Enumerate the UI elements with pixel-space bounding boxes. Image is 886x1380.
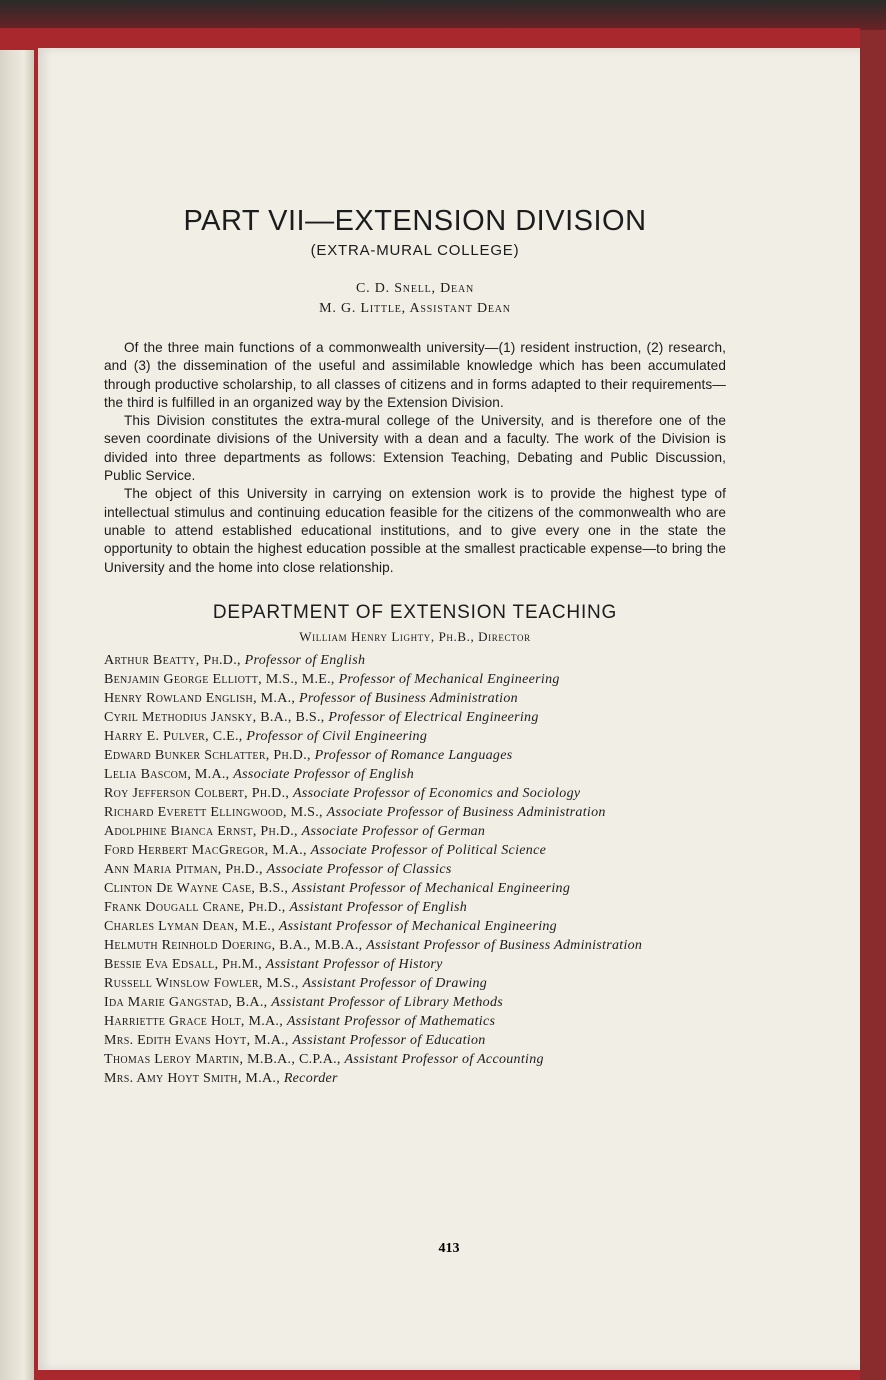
faculty-entry [104,727,726,746]
division-paragraph: This Division constitutes the extra-mural college of the University, and is therefore one of the seven coordinate divisions of the University with a dean and a faculty. The work of the Division is divided into three departments as follows: Extension Teaching, Debating and Public Discussion, Public Service. [104,413,726,484]
page-content [104,204,726,1088]
faculty-entry [104,670,726,689]
faculty-entry [104,1050,726,1069]
faculty-title: Associate Professor of German [301,823,486,839]
faculty-entry [104,974,726,993]
faculty-name: Henry Rowland English, M.A., [104,690,296,706]
faculty-name: Arthur Beatty, Ph.D., [104,652,241,668]
faculty-name: Clinton De Wayne Case, B.S., [104,880,289,896]
faculty-entry [104,936,726,955]
faculty-name: Mrs. Edith Evans Hoyt, M.A., [104,1032,289,1048]
faculty-title: Assistant Professor of Accounting [344,1051,544,1067]
faculty-name: Lelia Bascom, M.A., [104,766,230,782]
faculty-title: Assistant Professor of English [289,899,468,915]
page-title: PART VII—EXTENSION DIVISION [183,205,647,237]
page-subtitle: (EXTRA-MURAL COLLEGE) [310,242,520,259]
faculty-entry [104,784,726,803]
faculty-title: Professor of English [244,652,366,668]
faculty-title: Associate Professor of Business Administration [326,804,606,820]
faculty-entry [104,955,726,974]
faculty-title: Assistant Professor of History [265,956,443,972]
faculty-name: Thomas Leroy Martin, M.B.A., C.P.A., [104,1051,341,1067]
faculty-name: Bessie Eva Edsall, Ph.M., [104,956,262,972]
faculty-name: Frank Dougall Crane, Ph.D., [104,899,286,915]
faculty-entry [104,879,726,898]
faculty-name: Roy Jefferson Colbert, Ph.D., [104,785,290,801]
faculty-name: Harriette Grace Holt, M.A., [104,1013,284,1029]
faculty-list [104,651,726,1088]
faculty-title: Professor of Civil Engineering [246,728,428,744]
dean-line: C. D. Snell, Dean [355,281,475,296]
faculty-entry [104,917,726,936]
faculty-name: Helmuth Reinhold Doering, B.A., M.B.A., [104,937,363,953]
faculty-title: Associate Professor of Economics and Sociology [293,785,581,801]
faculty-entry [104,651,726,670]
page-number: 413 [438,1241,460,1256]
faculty-title: Professor of Business Administration [299,690,518,706]
faculty-entry [104,803,726,822]
faculty-entry [104,689,726,708]
faculty-entry [104,765,726,784]
faculty-name: Charles Lyman Dean, M.E., [104,918,275,934]
faculty-entry [104,993,726,1012]
faculty-entry [104,708,726,727]
faculty-name: Harry E. Pulver, C.E., [104,728,243,744]
director-line: William Henry Lighty, Ph.B., Director [299,628,531,644]
book-page [38,48,860,1370]
faculty-entry [104,860,726,879]
faculty-name: Richard Everett Ellingwood, M.S., [104,804,323,820]
faculty-entry [104,1031,726,1050]
faculty-title: Assistant Professor of Mechanical Engineering [291,880,571,896]
faculty-title: Assistant Professor of Library Methods [271,994,504,1010]
top-shadow [0,0,886,30]
faculty-name: Adolphine Bianca Ernst, Ph.D., [104,823,298,839]
faculty-entry [104,1012,726,1031]
assistant-dean-line: M. G. Little, Assistant Dean [319,301,511,316]
faculty-title: Assistant Professor of Drawing [302,975,488,991]
faculty-name: Cyril Methodius Jansky, B.A., B.S., [104,709,325,725]
faculty-name: Russell Winslow Fowler, M.S., [104,975,299,991]
faculty-title: Recorder [283,1070,338,1086]
faculty-entry [104,898,726,917]
faculty-title: Professor of Electrical Engineering [328,709,539,725]
faculty-name: Ann Maria Pitman, Ph.D., [104,861,263,877]
faculty-name: Benjamin George Elliott, M.S., M.E., [104,671,335,687]
faculty-entry [104,822,726,841]
faculty-name: Ida Marie Gangstad, B.A., [104,994,268,1010]
faculty-title: Assistant Professor of Business Administration [366,937,643,953]
faculty-title: Professor of Romance Languages [314,747,513,763]
faculty-name: Mrs. Amy Hoyt Smith, M.A., [104,1070,280,1086]
faculty-title: Assistant Professor of Mathematics [286,1013,496,1029]
intro-paragraph: Of the three main functions of a commonwealth university—(1) resident instruction, (2) research, and (3) the dissemination of the useful and assimilable knowledge which has been accumulated through productive scholarship, to all classes of citizens and in forms adapted to their requirements—the third is fulfilled in an organized way by the Extension Division. [104,340,726,410]
faculty-name: Ford Herbert MacGregor, M.A., [104,842,307,858]
faculty-title: Associate Professor of English [233,766,415,782]
faculty-entry [104,1069,726,1088]
object-paragraph: The object of this University in carrying on extension work is to provide the highest type of intellectual stimulus and continuing education feasible for the citizens of the commonwealth who are unable to attend established educational institutions, and to give every one in the state the opportunity to obtain the highest education possible at the smallest practicable expense—to bring the University and the home into close relationship. [104,486,726,575]
department-heading: DEPARTMENT OF EXTENSION TEACHING [212,601,618,623]
faculty-title: Assistant Professor of Mechanical Engineering [278,918,557,934]
faculty-title: Associate Professor of Political Science [310,842,547,858]
faculty-entry [104,746,726,765]
faculty-name: Edward Bunker Schlatter, Ph.D., [104,747,311,763]
faculty-title: Assistant Professor of Education [292,1032,486,1048]
previous-page-edge [0,50,34,1380]
faculty-title: Associate Professor of Classics [266,861,452,877]
faculty-title: Professor of Mechanical Engineering [338,671,560,687]
faculty-entry [104,841,726,860]
